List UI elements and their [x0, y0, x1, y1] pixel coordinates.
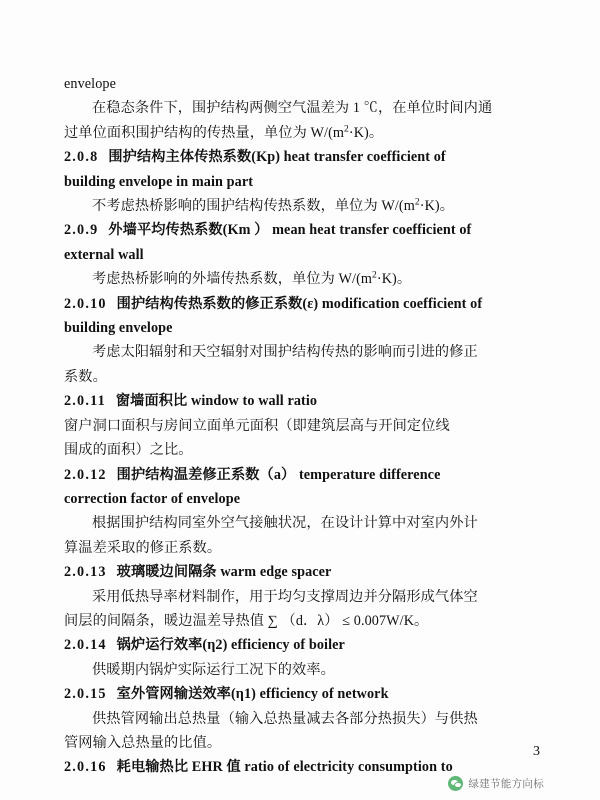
term-line [64, 218, 538, 242]
line-text: 供暖期内锅炉实际运行工况下的效率。 [92, 661, 335, 678]
paragraph-line [64, 707, 538, 731]
term-text: external wall [64, 246, 144, 263]
term-text: correction factor of envelope [64, 490, 241, 507]
paragraph-line [64, 731, 538, 755]
paragraph-line [64, 340, 538, 364]
paragraph-line [64, 536, 538, 560]
term-line [64, 389, 538, 413]
paragraph-line [64, 511, 538, 535]
term-text: 耗电输热比 EHR 值 ratio of electricity consumption to [116, 759, 453, 776]
superscript: 2 [414, 197, 420, 208]
line-text: 管网输入总热量的比值。 [64, 734, 222, 751]
term-text: building envelope in main part [64, 173, 254, 190]
wechat-icon [448, 776, 463, 791]
clause-number: 2.0.15 [64, 686, 107, 703]
term-text: 围护结构温差修正系数（a） temperature difference [116, 466, 441, 483]
clause-number: 2.0.16 [64, 759, 107, 776]
line-text: 在稳态条件下，围护结构两侧空气温差为 1 ℃，在单位时间内通 [92, 100, 493, 117]
term-text: 玻璃暖边间隔条 warm edge spacer [116, 564, 332, 581]
term-line-cont [64, 316, 538, 340]
clause-number: 2.0.9 [64, 222, 99, 239]
term-text: 窗墙面积比 window to wall ratio [115, 393, 318, 410]
clause-number: 2.0.14 [64, 637, 107, 654]
line-text: 算温差采取的修正系数。 [64, 539, 222, 556]
line-text: 围成的面积）之比。 [64, 442, 193, 459]
paragraph-line [64, 96, 538, 120]
clause-number: 2.0.10 [64, 295, 107, 312]
paragraph-line: 不考虑热桥影响的围护结构传热系数，单位为 $W/(m^2\cdot K)$。 [92, 197, 455, 215]
term-text: 锅炉运行效率(η2) efficiency of boiler [116, 637, 345, 654]
page-number: 3 [533, 744, 540, 759]
paragraph-line [64, 609, 538, 633]
term-line [64, 145, 538, 169]
line-text: 窗户洞口面积与房间立面单元面积（即建筑层高与开间定位线 [64, 417, 450, 434]
paragraph-line [64, 585, 538, 609]
paragraph-line: 考虑热桥影响的外墙传热系数，单位为 $W/(m^2\cdot K)$。 [92, 270, 412, 288]
term-line [64, 292, 538, 316]
superscript: 2 [344, 124, 349, 135]
clause-number: 2.0.11 [64, 393, 106, 410]
paragraph-line [64, 438, 538, 462]
paragraph-line [64, 365, 538, 389]
term-line [64, 463, 538, 487]
line-text: 考虑太阳辐射和天空辐射对围护结构传热的影响而引进的修正 [92, 344, 478, 361]
clause-number: 2.0.8 [64, 149, 99, 166]
term-text: 围护结构主体传热系数(Kp) heat transfer coefficient of [108, 149, 446, 166]
term-text: 室外管网输送效率(η1) efficiency of network [116, 686, 389, 703]
superscript: 2 [372, 270, 377, 281]
term-line [64, 682, 538, 706]
term-text: building envelope [64, 320, 173, 337]
line-text: 系数。 [64, 368, 107, 385]
paragraph-line [64, 414, 538, 438]
footer-brand-label: 绿建节能方向标 [468, 778, 544, 790]
paragraph-line [64, 72, 538, 96]
paragraph-line [64, 658, 538, 682]
term-line [64, 633, 538, 657]
line-text: envelope [64, 76, 117, 92]
line-text: 采用低热导率材料制作，用于均匀支撑周边并分隔形成气体空 [92, 588, 478, 605]
document-body [64, 72, 538, 780]
term-line-cont [64, 243, 538, 267]
term-line-cont [64, 170, 538, 194]
line-text: 根据围护结构同室外空气接触状况，在设计计算中对室内外计 [92, 515, 478, 532]
line-text: 间层的间隔条，暖边温差导热值 ∑ （d．λ） ≤ 0.007W/K。 [64, 612, 429, 629]
term-line [64, 560, 538, 584]
term-text: 外墙平均传热系数(Km ） mean heat transfer coefficient of [108, 222, 472, 239]
paragraph-line: 过单位面积围护结构的传热量，单位为 $W/(m^2\cdot K)$。 [64, 124, 384, 141]
clause-number: 2.0.12 [64, 466, 107, 483]
term-text: 围护结构传热系数的修正系数(ε) modification coefficient of [116, 295, 483, 312]
clause-number: 2.0.13 [64, 564, 107, 581]
term-line-cont [64, 487, 538, 511]
footer-brand [448, 776, 544, 791]
line-text: 供热管网输出总热量（输入总热量减去各部分热损失）与供热 [92, 710, 478, 727]
